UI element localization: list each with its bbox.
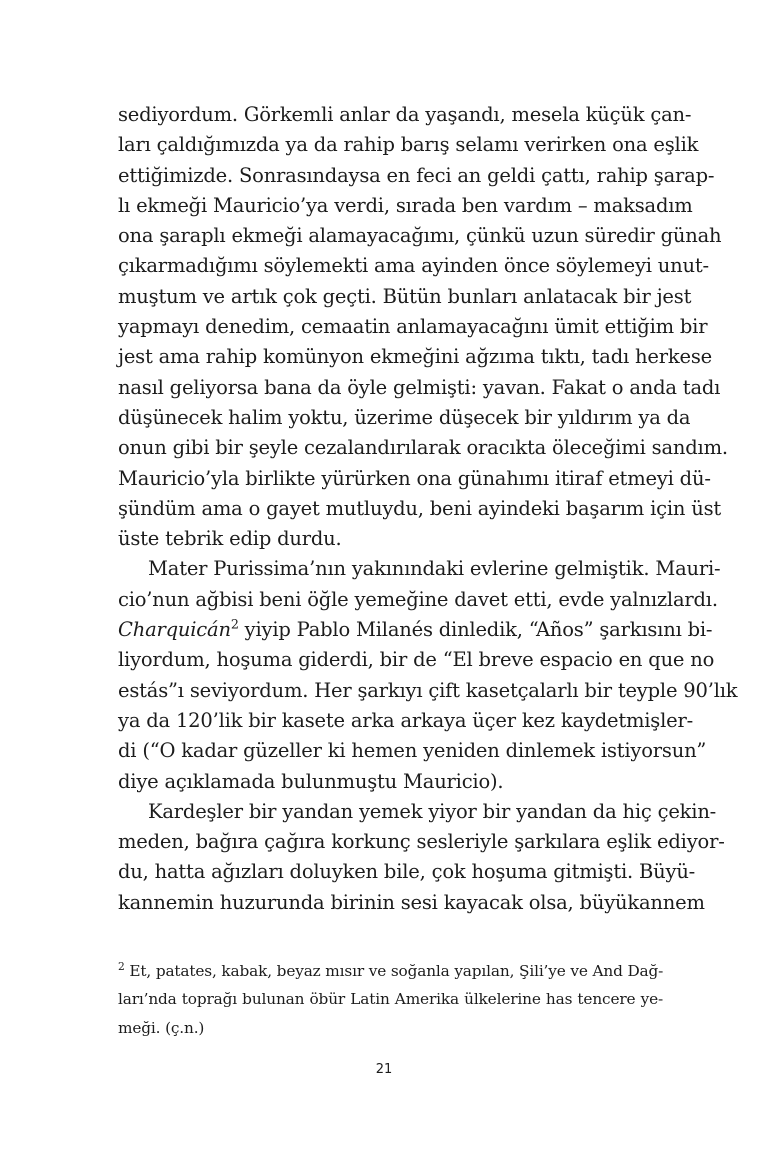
line-text: du, hatta ağızları doluyken bile, çok hoşuma gitmişti. Büyü- bbox=[118, 860, 696, 884]
line-text: Et, patates, kabak, beyaz mısır ve soğanla yapılan, Şili’ye ve And Dağ- bbox=[124, 962, 664, 980]
text-line bbox=[118, 888, 705, 918]
footnote-marker: 2 bbox=[118, 959, 125, 973]
line-text: liyordum, hoşuma giderdi, bir de “El breve espacio en que no bbox=[118, 648, 715, 672]
text-line bbox=[118, 161, 715, 191]
line-text: kannemin huzurunda birinin sesi kayacak olsa, büyükannem bbox=[118, 890, 705, 914]
line-text: meden, bağıra çağıra korkunç sesleriyle şarkılara eşlik ediyor- bbox=[118, 830, 725, 854]
line-text: diye açıklamada bulunmuştu Mauricio). bbox=[118, 769, 504, 793]
text-line bbox=[118, 615, 713, 645]
text-line bbox=[118, 373, 721, 403]
text-line bbox=[118, 554, 721, 584]
footnote-line bbox=[118, 957, 663, 985]
footnotes bbox=[118, 957, 663, 1042]
body-text bbox=[118, 100, 738, 918]
text-line bbox=[118, 645, 715, 675]
line-text: ona şaraplı ekmeği alamayacağımı, çünkü uzun süredir günah bbox=[118, 224, 722, 248]
text-line bbox=[118, 797, 717, 827]
line-text: meği. (ç.n.) bbox=[118, 1018, 205, 1037]
line-text: jest ama rahip komünyon ekmeğini ağzıma tıktı, tadı herkese bbox=[118, 345, 712, 369]
line-text: ettiğimizde. Sonrasındaysa en feci an geldi çattı, rahip şarap- bbox=[118, 163, 715, 187]
line-text: ları çaldığımızda ya da rahip barış selamı verirken ona eşlik bbox=[118, 133, 699, 157]
line-text: cio’nun ağbisi beni öğle yemeğine davet etti, evde yalnızlardı. bbox=[118, 587, 718, 611]
line-text: onun gibi bir şeyle cezalandırılarak oracıkta öleceğimi sandım. bbox=[118, 436, 728, 460]
text-line bbox=[118, 342, 712, 372]
text-line bbox=[118, 767, 663, 797]
text-line bbox=[118, 676, 738, 706]
text-line bbox=[118, 433, 728, 463]
text-line bbox=[118, 827, 725, 857]
footnote-marker: 2 bbox=[230, 616, 239, 632]
footnote-line bbox=[118, 985, 663, 1013]
text-line bbox=[118, 706, 693, 736]
line-text: düşünecek halim yoktu, üzerime düşecek bir yıldırım ya da bbox=[118, 405, 691, 429]
line-text: şündüm ama o gayet mutluydu, beni ayindeki başarım için üst bbox=[118, 496, 722, 520]
line-text: Mauricio’yla birlikte yürürken ona günahımı itiraf etmeyi dü- bbox=[118, 466, 711, 490]
footnote-line bbox=[118, 1014, 663, 1042]
text-line bbox=[118, 403, 691, 433]
text-line bbox=[118, 464, 711, 494]
line-text: nasıl geliyorsa bana da öyle gelmişti: yavan. Fakat o anda tadı bbox=[118, 375, 721, 399]
line-text: üste tebrik edip durdu. bbox=[118, 527, 342, 551]
italic-term: Charquicán bbox=[118, 618, 231, 642]
text-line bbox=[118, 191, 693, 221]
line-text: yapmayı denedim, cemaatin anlamayacağını ümit ettiğim bir bbox=[118, 315, 708, 339]
line-text: Mater Purissima’nın yakınındaki evlerine gelmiştik. Mauri- bbox=[148, 557, 721, 581]
line-text: Kardeşler bir yandan yemek yiyor bir yandan da hiç çekin- bbox=[148, 799, 717, 823]
text-line bbox=[118, 100, 692, 130]
line-text: di (“O kadar güzeller ki hemen yeniden dinlemek istiyorsun” bbox=[118, 739, 707, 763]
text-line bbox=[118, 524, 663, 554]
line-text: estás”ı seviyordum. Her şarkıyı çift kasetçalarlı bir teyple 90’lık bbox=[118, 678, 738, 702]
line-text: ya da 120’lik bir kasete arka arkaya üçer kez kaydetmişler- bbox=[118, 708, 693, 732]
text-line bbox=[118, 494, 722, 524]
page-number: 21 bbox=[375, 1062, 393, 1077]
text-line bbox=[118, 251, 709, 281]
line-text: lı ekmeği Mauricio’ya verdi, sırada ben vardım – maksadım bbox=[118, 193, 693, 217]
line-text: sediyordum. Görkemli anlar da yaşandı, mesela küçük çan- bbox=[118, 103, 692, 126]
text-line bbox=[118, 736, 707, 766]
text-line bbox=[118, 585, 718, 615]
line-text: çıkarmadığımı söylemekti ama ayinden önce söylemeyi unut- bbox=[118, 254, 709, 278]
text-line bbox=[118, 312, 708, 342]
line-text: muştum ve artık çok geçti. Bütün bunları anlatacak bir jest bbox=[118, 284, 692, 308]
line-text: yiyip Pablo Milanés dinledik, “Años” şarkısını bi- bbox=[238, 618, 713, 642]
text-line bbox=[118, 130, 699, 160]
text-line bbox=[118, 857, 696, 887]
text-line bbox=[118, 282, 692, 312]
text-line bbox=[118, 221, 722, 251]
line-text: ları’nda toprağı bulunan öbür Latin Amerika ülkelerine has tencere ye- bbox=[118, 990, 663, 1009]
